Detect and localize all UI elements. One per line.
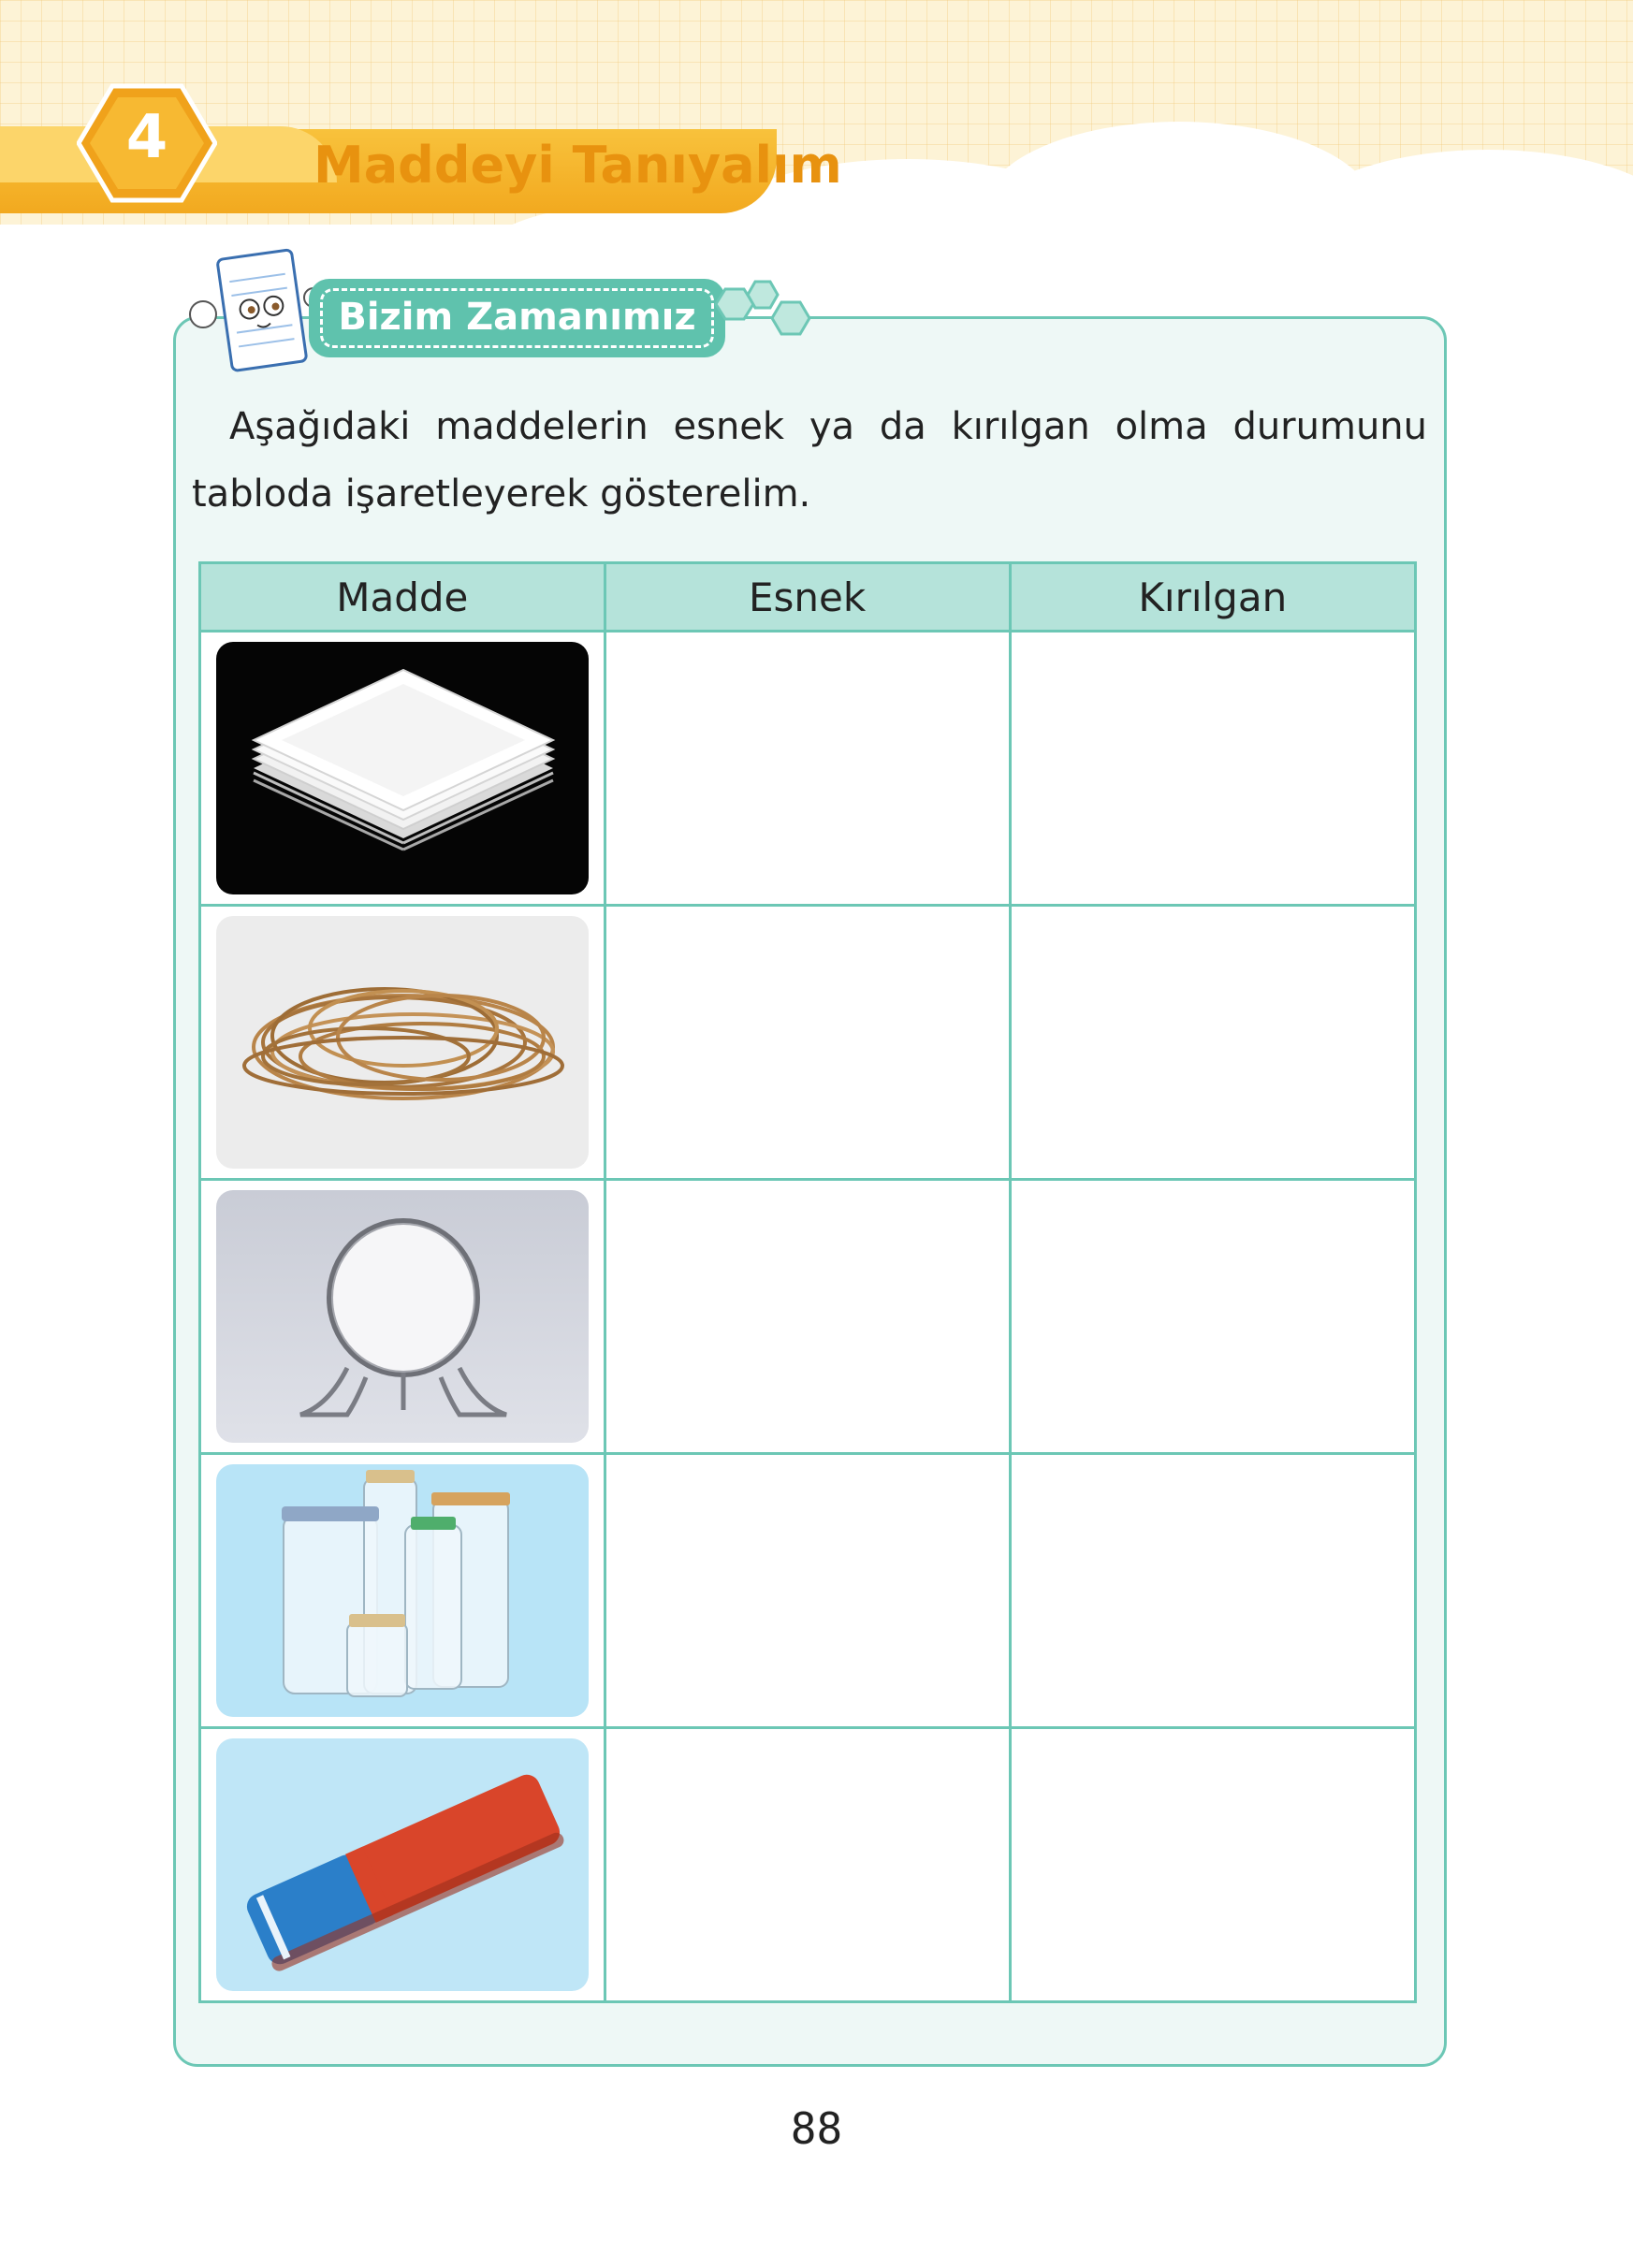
instructions-text bbox=[192, 393, 1427, 528]
unit-number: 4 bbox=[125, 103, 168, 172]
esnek-answer-cell[interactable] bbox=[605, 1728, 1010, 2002]
kirilgan-answer-cell[interactable] bbox=[1010, 906, 1415, 1180]
classification-table bbox=[198, 561, 1417, 2003]
esnek-answer-cell[interactable] bbox=[605, 1180, 1010, 1454]
table-row bbox=[200, 906, 1416, 1180]
table-row bbox=[200, 1180, 1416, 1454]
kirilgan-answer-cell[interactable] bbox=[1010, 1180, 1415, 1454]
page-number: 88 bbox=[790, 2103, 843, 2154]
column-header-kirilgan: Kırılgan bbox=[1010, 563, 1415, 632]
column-header-madde: Madde bbox=[200, 563, 605, 632]
kirilgan-answer-cell[interactable] bbox=[1010, 1728, 1415, 2002]
mirror-photo bbox=[216, 1190, 589, 1443]
esnek-answer-cell[interactable] bbox=[605, 906, 1010, 1180]
esnek-answer-cell[interactable] bbox=[605, 632, 1010, 906]
item-cell bbox=[200, 1728, 605, 2002]
unit-title: Maddeyi Tanıyalım bbox=[313, 136, 842, 195]
esnek-answer-cell[interactable] bbox=[605, 1454, 1010, 1728]
table-row bbox=[200, 1728, 1416, 2002]
table-row bbox=[200, 632, 1416, 906]
glass-jars-photo bbox=[216, 1464, 589, 1717]
table-header-row bbox=[200, 563, 1416, 632]
item-cell bbox=[200, 906, 605, 1180]
section-tag bbox=[309, 279, 725, 357]
item-cell bbox=[200, 632, 605, 906]
table-row bbox=[200, 1454, 1416, 1728]
decorative-hexagons-icon bbox=[707, 276, 828, 342]
kirilgan-answer-cell[interactable] bbox=[1010, 632, 1415, 906]
section-tag-label: Bizim Zamanımız bbox=[338, 296, 696, 339]
rubber-bands-photo bbox=[216, 916, 589, 1169]
kirilgan-answer-cell[interactable] bbox=[1010, 1454, 1415, 1728]
instructions-sentence: Aşağıdaki maddelerin esnek ya da kırılgan olma durumunu tabloda işaretleyerek gösterelim. bbox=[192, 405, 1427, 516]
item-cell bbox=[200, 1454, 605, 1728]
item-cell bbox=[200, 1180, 605, 1454]
notebook-mascot-icon bbox=[182, 241, 323, 382]
eraser-photo bbox=[216, 1738, 589, 1991]
plates-photo bbox=[216, 642, 589, 894]
column-header-esnek: Esnek bbox=[605, 563, 1010, 632]
